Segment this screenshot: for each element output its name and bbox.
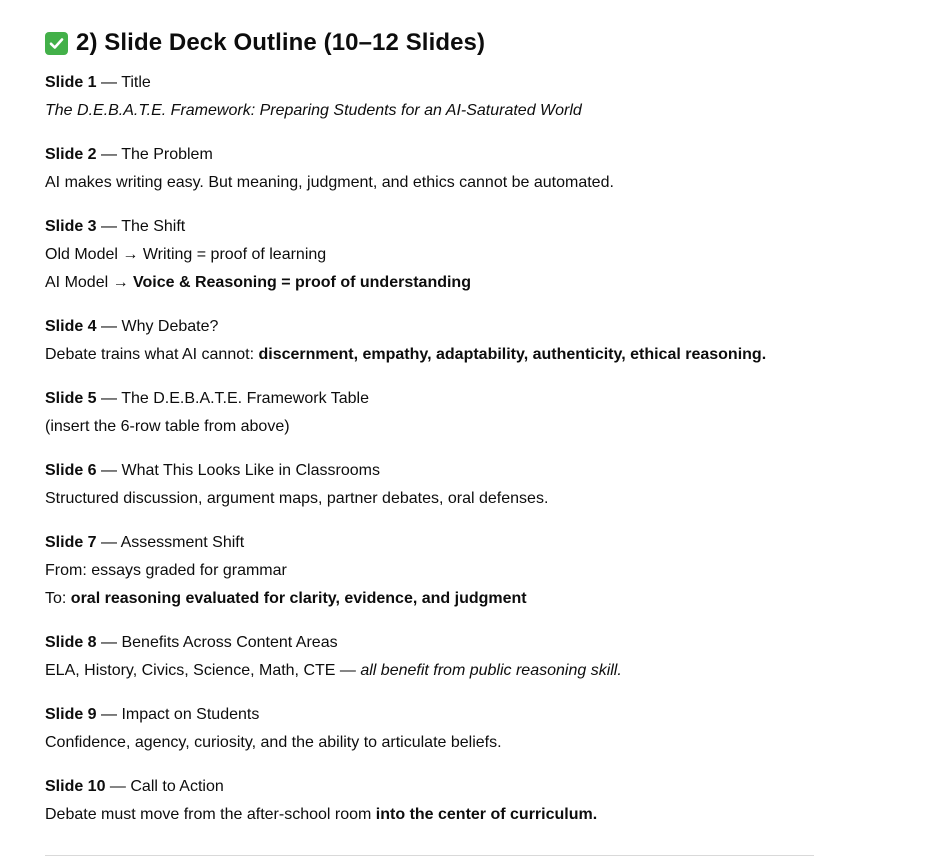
slide-entry (45, 701, 905, 757)
slide-body-text: Voice & Reasoning = proof of understanding (133, 274, 471, 291)
slide-body-line (45, 485, 905, 513)
slide-dash: — (96, 534, 121, 551)
slide-dash: — (96, 146, 122, 163)
slide-title: What This Looks Like in Classrooms (121, 462, 380, 479)
slide-label: Slide 10 (45, 778, 106, 795)
slide-label: Slide 9 (45, 706, 97, 723)
slide-body-text: AI Model → (45, 274, 134, 291)
slide-entry (45, 69, 905, 125)
slide-body-text: Confidence, agency, curiosity, and the ability to articulate beliefs. (45, 734, 502, 751)
slide-body-text: oral reasoning evaluated for clarity, evidence, and judgment (70, 590, 527, 607)
slide-body-text: into the center of curriculum. (375, 806, 598, 823)
slide-dash: — (96, 462, 122, 479)
horizontal-divider (45, 855, 814, 856)
slide-title: Title (121, 74, 151, 91)
slide-body-line (45, 413, 905, 441)
slide-body-line (45, 585, 905, 613)
slide-body-line (45, 557, 905, 585)
slide-body-text: all benefit from public reasoning skill. (360, 662, 622, 679)
slide-body-text: AI makes writing easy. But meaning, judgment, and ethics cannot be automated. (45, 174, 614, 191)
slide-heading-line (45, 313, 905, 341)
slide-title: The Problem (121, 146, 213, 163)
slide-entry (45, 213, 905, 297)
slide-title: The D.E.B.A.T.E. Framework Table (121, 390, 369, 407)
slide-dash: — (96, 706, 122, 723)
document-content (45, 27, 905, 845)
slide-heading-line (45, 529, 905, 557)
slide-heading-line (45, 629, 905, 657)
slide-body-text: Debate trains what AI cannot: (45, 346, 259, 363)
section-heading (45, 27, 905, 59)
slide-entry (45, 529, 905, 613)
slide-body-text: Debate must move from the after-school room (45, 806, 376, 823)
slide-label: Slide 6 (45, 462, 97, 479)
slide-outline-list (45, 69, 905, 829)
slide-title: Assessment Shift (120, 534, 245, 551)
slide-title: The Shift (121, 218, 186, 235)
slide-dash: — (96, 74, 122, 91)
slide-title: Impact on Students (121, 706, 260, 723)
slide-body-text: To: (45, 590, 71, 607)
slide-body-text: The D.E.B.A.T.E. Framework: Preparing Students for an AI-Saturated World (45, 102, 582, 119)
slide-entry (45, 629, 905, 685)
slide-body-text: Structured discussion, argument maps, partner debates, oral defenses. (45, 490, 549, 507)
slide-heading-line (45, 457, 905, 485)
section-heading-text: 2) Slide Deck Outline (10–12 Slides) (76, 29, 486, 56)
slide-entry (45, 457, 905, 513)
slide-heading-line (45, 141, 905, 169)
slide-body-line (45, 657, 905, 685)
slide-body-text: discernment, empathy, adaptability, authenticity, ethical reasoning. (258, 346, 767, 363)
slide-body-text: ELA, History, Civics, Science, Math, CTE — (45, 662, 361, 679)
slide-label: Slide 1 (45, 74, 97, 91)
slide-dash: — (96, 218, 122, 235)
slide-title: Why Debate? (121, 318, 219, 335)
slide-entry (45, 385, 905, 441)
slide-entry (45, 141, 905, 197)
slide-dash: — (105, 778, 131, 795)
slide-body-text: (insert the 6-row table from above) (45, 418, 290, 435)
slide-heading-line (45, 701, 905, 729)
slide-label: Slide 3 (45, 218, 97, 235)
slide-title: Call to Action (130, 778, 224, 795)
slide-entry (45, 313, 905, 369)
slide-title: Benefits Across Content Areas (121, 634, 338, 651)
slide-label: Slide 5 (45, 390, 97, 407)
slide-dash: — (96, 318, 122, 335)
slide-dash: — (96, 634, 122, 651)
slide-body-line (45, 341, 905, 369)
slide-body-line (45, 801, 905, 829)
slide-label: Slide 4 (45, 318, 97, 335)
slide-entry (45, 773, 905, 829)
slide-label: Slide 8 (45, 634, 97, 651)
slide-body-line (45, 97, 905, 125)
slide-heading-line (45, 69, 905, 97)
slide-body-line (45, 169, 905, 197)
slide-heading-line (45, 385, 905, 413)
slide-body-line (45, 269, 905, 297)
slide-label: Slide 2 (45, 146, 97, 163)
slide-body-line (45, 241, 905, 269)
check-mark-button-icon (45, 32, 68, 55)
slide-body-text: Old Model → Writing = proof of learning (45, 246, 327, 263)
slide-heading-line (45, 773, 905, 801)
slide-label: Slide 7 (45, 534, 97, 551)
slide-heading-line (45, 213, 905, 241)
slide-body-text: From: essays graded for grammar (45, 562, 287, 579)
slide-dash: — (96, 390, 122, 407)
slide-body-line (45, 729, 905, 757)
